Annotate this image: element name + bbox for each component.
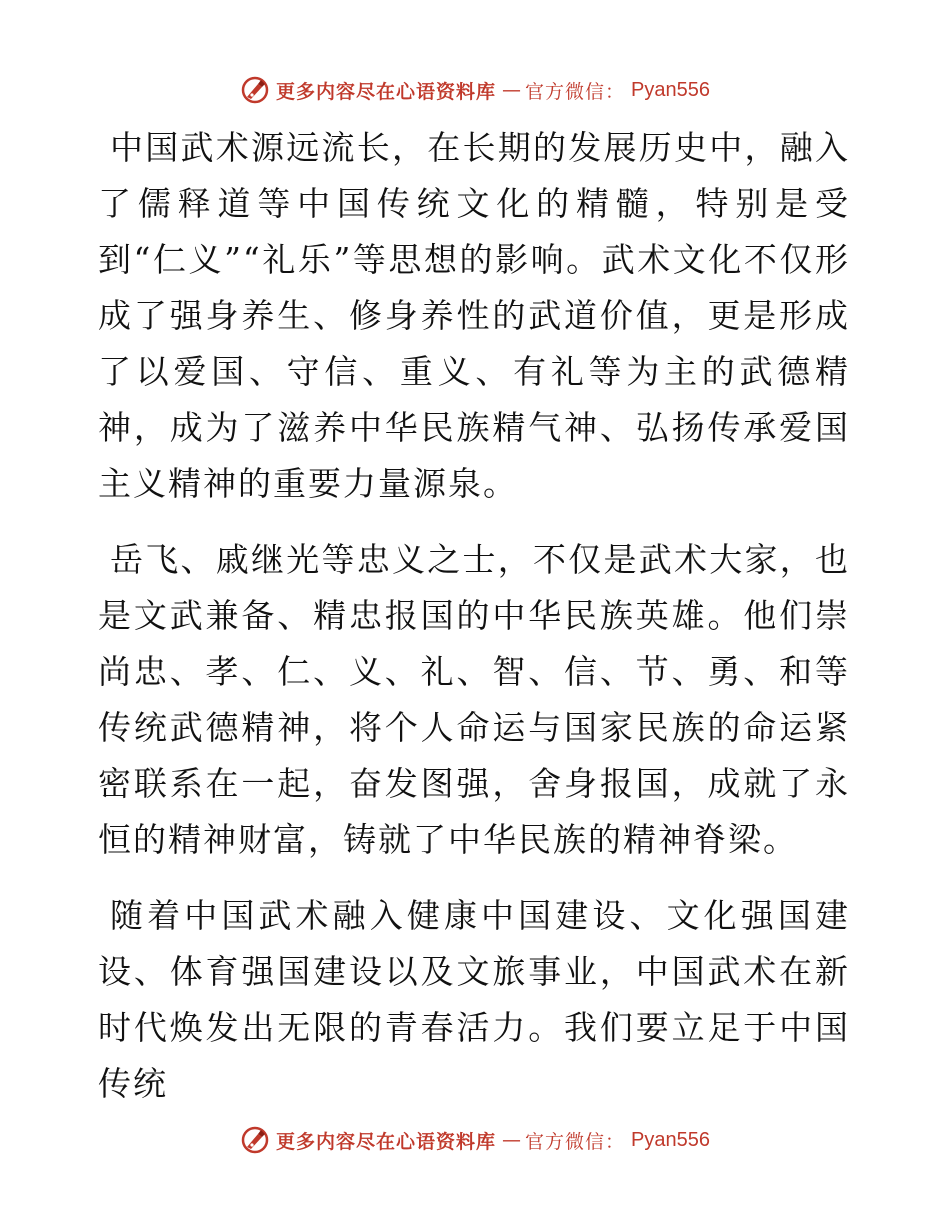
pen-nib-logo-icon bbox=[240, 75, 270, 105]
paragraph-2: 岳飞、戚继光等忠义之士，不仅是武术大家，也是文武兼备、精忠报国的中华民族英雄。他们崇尚忠、孝、仁、义、礼、智、信、节、勇、和等传统武德精神，将个人命运与国家民族的命运紧密联系在一起，奋发图强，舍身报国，成就了永恒的精神财富，铸就了中华民族的精神脊梁。 bbox=[98, 540, 850, 859]
banner-text: 更多内容尽在心语资料库 bbox=[276, 1130, 497, 1153]
banner-text: 更多内容尽在心语资料库 bbox=[276, 80, 497, 103]
banner-wechat-label: 官方微信： bbox=[525, 80, 626, 103]
footer-watermark-banner bbox=[0, 1122, 950, 1158]
document-body bbox=[98, 120, 850, 1132]
paragraph-3: 随着中国武术融入健康中国建设、文化强国建设、体育强国建设以及文旅事业，中国武术在新时代焕发出无限的青春活力。我们要立足于中国传统 bbox=[98, 896, 850, 1103]
banner-separator: — bbox=[502, 79, 520, 101]
paragraph-1: 中国武术源远流长，在长期的发展历史中，融入了儒释道等中国传统文化的精髓，特别是受到“仁义”“礼乐”等思想的影响。武术文化不仅形成了强身养生、修身养性的武道价值，更是形成了以爱国、守信、重义、有礼等为主的武德精神，成为了滋养中华民族精气神、弘扬传承爱国主义精神的重要力量源泉。 bbox=[98, 128, 850, 503]
banner-wechat-id: Pyan556 bbox=[631, 78, 710, 101]
banner-wechat-id: Pyan556 bbox=[631, 1128, 710, 1151]
header-watermark-banner bbox=[0, 72, 950, 108]
banner-wechat-label: 官方微信： bbox=[525, 1130, 626, 1153]
banner-separator: — bbox=[502, 1129, 520, 1151]
pen-nib-logo-icon bbox=[240, 1125, 270, 1155]
